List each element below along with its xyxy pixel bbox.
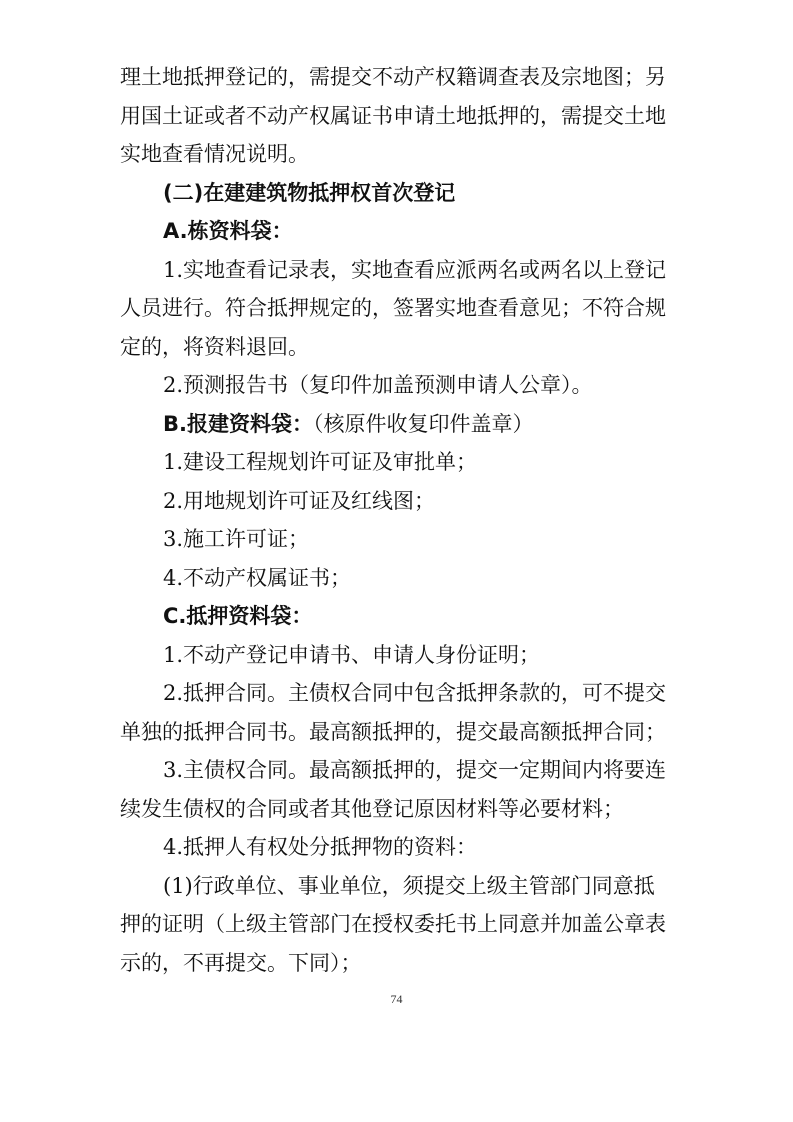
body-line: 实地查看情况说明。 <box>120 142 309 166</box>
subheading-b-line <box>163 407 793 441</box>
body-line: 押的证明（上级主管部门在授权委托书上同意并加盖公章表 <box>120 912 666 936</box>
body-line: 2.抵押合同。主债权合同中包含抵押条款的，可不提交 <box>163 681 667 705</box>
body-line: 示的，不再提交。下同）； <box>120 950 362 975</box>
body-line: 2.预测报告书（复印件加盖预测申请人公章）。 <box>163 373 593 397</box>
body-line: 2.用地规划许可证及红线图； <box>163 488 436 513</box>
body-line: 4.抵押人有权处分抵押物的资料： <box>163 835 478 859</box>
body-line: 定的，将资料退回。 <box>120 334 309 359</box>
body-line: 1.建设工程规划许可证及审批单； <box>163 450 478 474</box>
subheading-c: C.抵押资料袋： <box>163 604 313 628</box>
body-line: 用国土证或者不动产权属证书申请土地抵押的，需提交土地 <box>120 103 666 128</box>
body-line: 3.主债权合同。最高额抵押的，提交一定期间内将要连 <box>163 758 667 782</box>
subheading-a: A.栋资料袋： <box>163 219 293 243</box>
body-line: 3.施工许可证； <box>163 527 310 551</box>
subheading-b: B.报建资料袋： <box>163 411 313 436</box>
body-line: 单独的抵押合同书。最高额抵押的，提交最高额抵押合同； <box>120 719 666 744</box>
body-line: 1.不动产登记申请书、申请人身份证明； <box>163 642 541 667</box>
body-line: 1.实地查看记录表，实地查看应派两名或两名以上登记 <box>163 257 667 282</box>
body-line: 人员进行。符合抵押规定的，签署实地查看意见；不符合规 <box>120 296 666 320</box>
section-heading: (二)在建建筑物抵押权首次登记 <box>163 180 456 205</box>
body-line: (1)行政单位、事业单位，须提交上级主管部门同意抵 <box>163 873 655 898</box>
page-number: 74 <box>390 992 403 1006</box>
body-line: 理土地抵押登记的，需提交不动产权籍调查表及宗地图；另 <box>120 65 666 89</box>
body-line: 4.不动产权属证书； <box>163 565 352 590</box>
subheading-b-note: （核原件收复印件盖章） <box>312 411 534 436</box>
body-line: 续发生债权的合同或者其他登记原因材料等必要材料； <box>120 796 624 821</box>
